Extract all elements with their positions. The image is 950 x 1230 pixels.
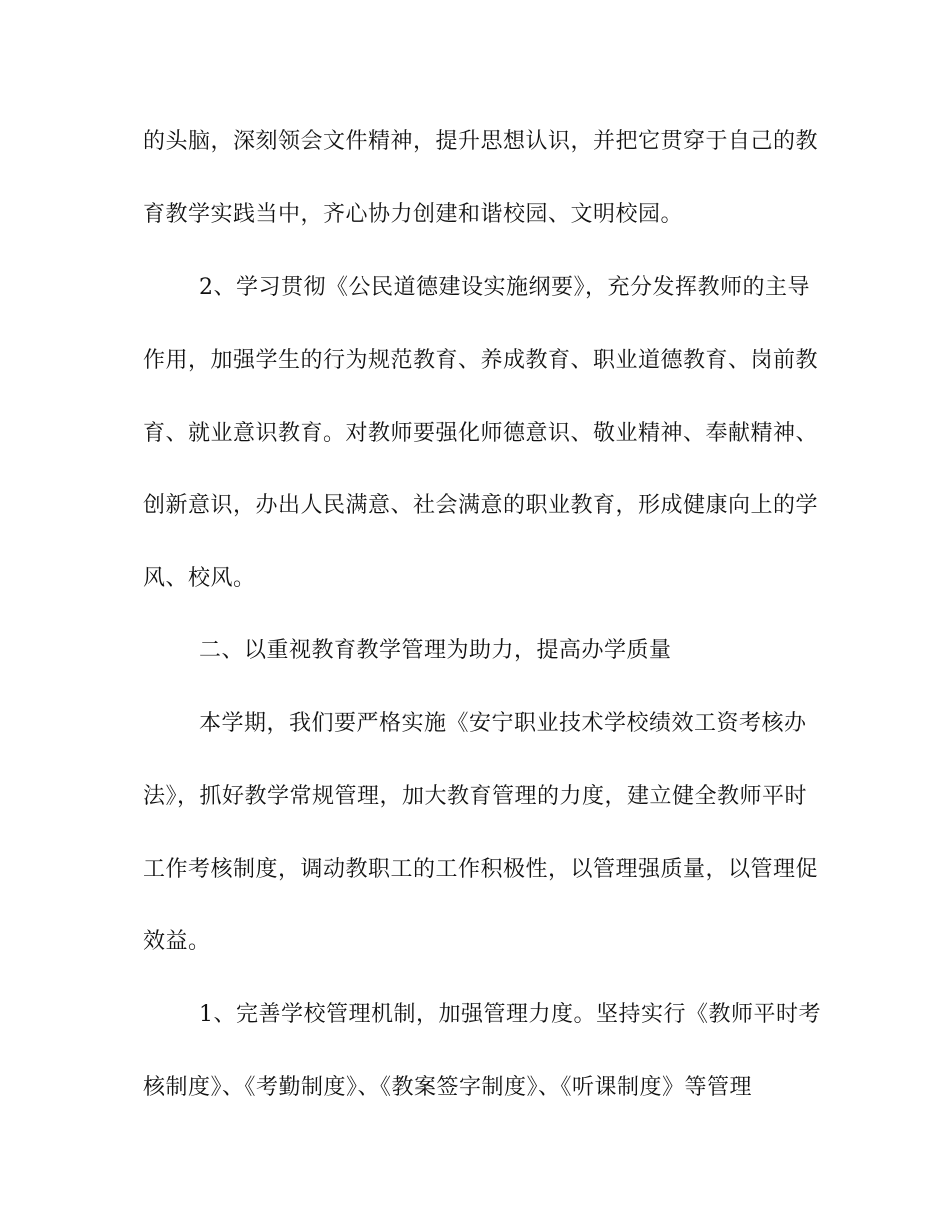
section-heading: 二、以重视教育教学管理为助力，提高办学质量 bbox=[199, 638, 672, 663]
paragraph-line: 工作考核制度，调动教职工的工作积极性，以管理强质量，以管理促 bbox=[143, 857, 819, 882]
paragraph-line: 核制度》、《考勤制度》、《教案签字制度》、《听课制度》等管理 bbox=[143, 1075, 753, 1100]
paragraph-line: 效益。 bbox=[143, 929, 211, 954]
paragraph-line: 的头脑，深刻领会文件精神，提升思想认识，并把它贯穿于自己的教 bbox=[143, 129, 819, 154]
paragraph-line: 风、校风。 bbox=[143, 566, 256, 591]
paragraph-line: 1、完善学校管理机制，加强管理力度。坚持实行《教师平时考 bbox=[199, 1002, 821, 1027]
paragraph-line: 2、学习贯彻《公民道德建设实施纲要》，充分发挥教师的主导 bbox=[199, 275, 810, 300]
paragraph-line: 法》，抓好教学常规管理，加大教育管理的力度，建立健全教师平时 bbox=[143, 784, 808, 809]
paragraph-line: 育、就业意识教育。对教师要强化师德意识、敬业精神、奉献精神、 bbox=[143, 421, 819, 446]
paragraph-line: 本学期，我们要严格实施《安宁职业技术学校绩效工资考核办 bbox=[199, 711, 807, 736]
paragraph-line: 作用，加强学生的行为规范教育、养成教育、职业道德教育、岗前教 bbox=[143, 348, 819, 373]
paragraph-line: 育教学实践当中，齐心协力创建和谐校园、文明校园。 bbox=[143, 202, 684, 227]
paragraph-line: 创新意识，办出人民满意、社会满意的职业教育，形成健康向上的学 bbox=[143, 493, 819, 518]
